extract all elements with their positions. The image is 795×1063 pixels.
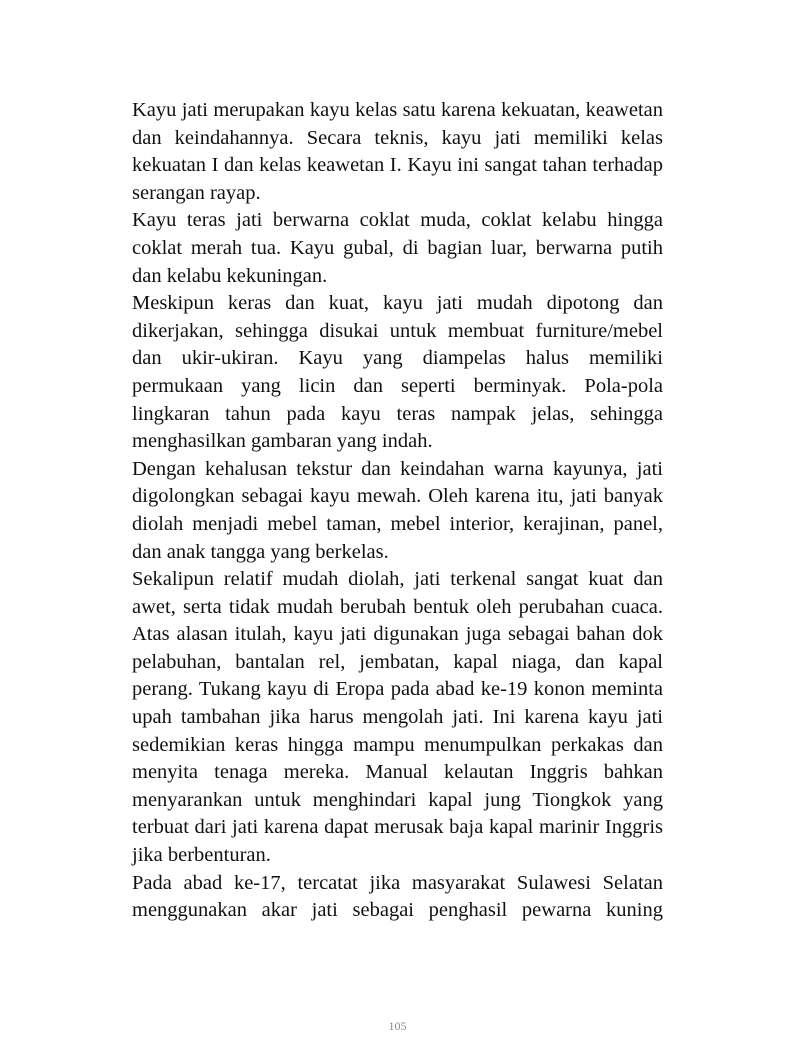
paragraph-3: Meskipun keras dan kuat, kayu jati mudah dipotong dan dikerjakan, sehingga disukai untuk membuat furniture/mebel dan ukir-ukiran. Kayu yang diampelas halus memiliki permukaan yang licin dan seperti berminyak. Pola-pola lingkaran tahun pada kayu teras nampak jelas, sehingga menghasilkan gambaran yang indah. [132,292,663,453]
page-number: 105 [388,1019,407,1033]
paragraph-5: Sekalipun relatif mudah diolah, jati terkenal sangat kuat dan awet, serta tidak mudah berubah bentuk oleh perubahan cuaca. Atas alasan itulah, kayu jati digunakan juga sebagai bahan dok pelabuhan, bantalan rel, jembatan, kapal niaga, dan kapal perang. Tukang kayu di Eropa pada abad ke-19 konon meminta upah tambahan jika harus mengolah jati. Ini karena kayu jati sedemikian keras hingga mampu menumpulkan perkakas dan menyita tenaga mereka. Manual kelautan Inggris bahkan menyarankan untuk menghindari kapal jung Tiongkok yang terbuat dari jati karena dapat merusak baja kapal marinir Inggris jika berbenturan. [132,568,663,867]
paragraph-4: Dengan kehalusan tekstur dan keindahan warna kayunya, jati digolongkan sebagai kayu mewah. Oleh karena itu, jati banyak diolah menjadi mebel taman, mebel interior, kerajinan, panel, dan anak tangga yang berkelas. [132,457,663,563]
paragraph-6: Pada abad ke-17, tercatat jika masyarakat Sulawesi Selatan menggunakan akar jati sebagai penghasil pewarna kuning [132,871,663,922]
paragraph-2: Kayu teras jati berwarna coklat muda, coklat kelabu hingga coklat merah tua. Kayu gubal, di bagian luar, berwarna putih dan kelabu kekuningan. [132,209,663,287]
paragraph-1: Kayu jati merupakan kayu kelas satu karena kekuatan, keawetan dan keindahannya. Secara teknis, kayu jati memiliki kelas kekuatan I dan kelas keawetan I. Kayu ini sangat tahan terhadap serangan rayap. [132,99,663,204]
body-text [132,97,663,925]
